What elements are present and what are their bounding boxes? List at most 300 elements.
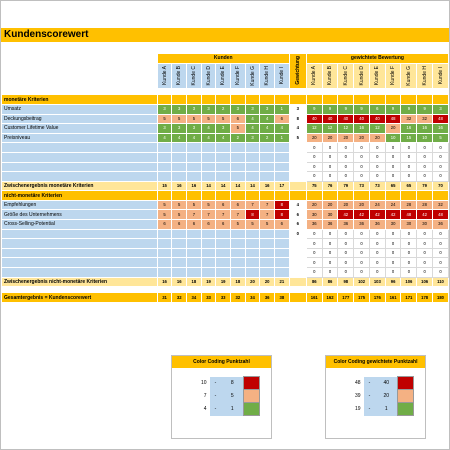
score-cell[interactable]: 7 — [201, 210, 216, 220]
weighted-cell[interactable]: 0 — [338, 172, 354, 182]
weight-cell[interactable] — [289, 258, 306, 268]
section-fill[interactable] — [187, 95, 202, 105]
weighted-cell[interactable]: 0 — [306, 152, 322, 162]
row-label[interactable]: Deckungsbeitrag — [2, 114, 158, 124]
subtotal-weighted[interactable]: 106 — [401, 277, 417, 287]
score-cell[interactable] — [201, 162, 216, 172]
weighted-cell[interactable]: 0 — [306, 172, 322, 182]
score-cell[interactable] — [260, 258, 275, 268]
score-cell[interactable] — [245, 162, 260, 172]
weighted-cell[interactable]: 0 — [401, 162, 417, 172]
weighted-cell[interactable]: 0 — [385, 258, 401, 268]
score-cell[interactable]: 7 — [187, 210, 202, 220]
weighted-cell[interactable]: 20 — [338, 200, 354, 210]
customer-header[interactable] — [201, 63, 216, 89]
weighted-cell[interactable]: 40 — [354, 114, 370, 124]
subtotal-score[interactable]: 20 — [245, 277, 260, 287]
weighted-cell[interactable]: 0 — [433, 162, 449, 172]
weighted-cell[interactable]: 9 — [385, 104, 401, 114]
weighted-cell[interactable]: 0 — [369, 248, 385, 258]
score-cell[interactable]: 3 — [157, 124, 172, 134]
score-cell[interactable]: 3 — [216, 124, 231, 134]
weighted-cell[interactable]: 0 — [354, 268, 370, 278]
subtotal-weighted[interactable]: 75 — [306, 181, 322, 191]
score-cell[interactable]: 5 — [172, 200, 187, 210]
weighted-cell[interactable]: 0 — [369, 162, 385, 172]
weighted-cell[interactable]: 0 — [417, 239, 433, 249]
score-cell[interactable] — [157, 229, 172, 239]
weighted-cell[interactable]: 42 — [417, 210, 433, 220]
row-label[interactable] — [2, 248, 158, 258]
weighted-cell[interactable]: 40 — [306, 114, 322, 124]
score-cell[interactable]: 3 — [245, 104, 260, 114]
weighted-cell[interactable]: 0 — [401, 229, 417, 239]
subtotal-weighted[interactable]: 176 — [369, 293, 385, 303]
score-cell[interactable]: 5 — [201, 114, 216, 124]
score-cell[interactable] — [231, 229, 246, 239]
weighted-cell[interactable]: 32 — [417, 114, 433, 124]
section-fill[interactable] — [289, 95, 306, 105]
score-cell[interactable] — [274, 239, 289, 249]
score-cell[interactable]: 1 — [274, 133, 289, 143]
subtotal-weighted[interactable]: 177 — [338, 293, 354, 303]
weighted-cell[interactable]: 20 — [338, 133, 354, 143]
weighted-cell[interactable]: 9 — [306, 104, 322, 114]
section-fill[interactable] — [306, 191, 322, 201]
weighted-cell[interactable]: 16 — [417, 124, 433, 134]
section-fill[interactable] — [289, 191, 306, 201]
score-cell[interactable]: 7 — [260, 210, 275, 220]
subtotal-score[interactable]: 31 — [157, 293, 172, 303]
score-cell[interactable]: 5 — [231, 124, 246, 134]
score-cell[interactable] — [187, 258, 202, 268]
section-fill[interactable] — [245, 95, 260, 105]
subtotal-weighted[interactable]: 96 — [385, 277, 401, 287]
score-cell[interactable] — [201, 172, 216, 182]
score-cell[interactable] — [231, 239, 246, 249]
weighted-cell[interactable]: 0 — [369, 229, 385, 239]
weighted-cell[interactable]: 0 — [354, 248, 370, 258]
subtotal-score[interactable]: 17 — [274, 181, 289, 191]
score-cell[interactable] — [201, 143, 216, 153]
weight-cell[interactable]: 5 — [289, 133, 306, 143]
score-cell[interactable] — [216, 143, 231, 153]
weighted-cell[interactable]: 0 — [385, 172, 401, 182]
weighted-cell[interactable]: 0 — [354, 229, 370, 239]
section-label[interactable]: nicht-monetäre Kriterien — [2, 191, 158, 201]
section-fill[interactable] — [354, 95, 370, 105]
weighted-cell[interactable]: 48 — [401, 210, 417, 220]
header-blank[interactable] — [2, 63, 158, 89]
subtotal-score[interactable]: 16 — [172, 181, 187, 191]
row-label[interactable]: Empfehlungen — [2, 200, 158, 210]
score-cell[interactable] — [231, 248, 246, 258]
weighted-cell[interactable]: 36 — [433, 220, 449, 230]
score-cell[interactable]: 6 — [274, 114, 289, 124]
row-label[interactable] — [2, 152, 158, 162]
weight-cell[interactable] — [289, 152, 306, 162]
weighted-cell[interactable]: 0 — [306, 239, 322, 249]
score-cell[interactable] — [201, 152, 216, 162]
score-cell[interactable] — [216, 172, 231, 182]
weighted-cell[interactable]: 0 — [322, 162, 338, 172]
section-fill[interactable] — [322, 191, 338, 201]
row-label[interactable]: Customer Lifetime Value — [2, 124, 158, 134]
subtotal-weight[interactable] — [289, 293, 306, 303]
subtotal-score[interactable]: 32 — [172, 293, 187, 303]
score-cell[interactable]: 5 — [260, 220, 275, 230]
score-cell[interactable]: 7 — [245, 200, 260, 210]
weighted-cell[interactable]: 30 — [322, 210, 338, 220]
section-fill[interactable] — [157, 95, 172, 105]
score-cell[interactable]: 3 — [187, 124, 202, 134]
subtotal-weighted[interactable]: 102 — [354, 277, 370, 287]
weighted-cell[interactable]: 42 — [385, 210, 401, 220]
subtotal-score[interactable]: 21 — [274, 277, 289, 287]
weighted-cell[interactable]: 9 — [401, 104, 417, 114]
score-cell[interactable] — [260, 239, 275, 249]
score-cell[interactable] — [245, 239, 260, 249]
score-cell[interactable] — [274, 143, 289, 153]
weighted-cell[interactable]: 0 — [417, 162, 433, 172]
subtotal-score[interactable]: 18 — [187, 277, 202, 287]
weighted-cell[interactable]: 10 — [417, 133, 433, 143]
score-cell[interactable]: 8 — [245, 210, 260, 220]
section-fill[interactable] — [433, 191, 449, 201]
score-cell[interactable] — [172, 143, 187, 153]
weighted-cell[interactable]: 0 — [306, 258, 322, 268]
score-cell[interactable] — [245, 143, 260, 153]
score-cell[interactable] — [201, 258, 216, 268]
weighted-cell[interactable]: 28 — [417, 200, 433, 210]
subtotal-score[interactable]: 16 — [187, 181, 202, 191]
weighted-cell[interactable]: 0 — [306, 143, 322, 153]
score-cell[interactable]: 5 — [187, 114, 202, 124]
weighted-cell[interactable]: 0 — [354, 143, 370, 153]
weighted-cell[interactable]: 0 — [401, 152, 417, 162]
section-fill[interactable] — [157, 191, 172, 201]
score-cell[interactable] — [260, 268, 275, 278]
weighted-cell[interactable]: 16 — [433, 124, 449, 134]
subtotal-score[interactable]: 16 — [260, 181, 275, 191]
score-cell[interactable]: 4 — [245, 124, 260, 134]
score-cell[interactable]: 4 — [187, 133, 202, 143]
score-cell[interactable]: 3 — [260, 104, 275, 114]
section-fill[interactable] — [433, 95, 449, 105]
weighted-cell[interactable]: 30 — [306, 210, 322, 220]
section-fill[interactable] — [172, 191, 187, 201]
score-cell[interactable]: 6 — [274, 220, 289, 230]
score-cell[interactable]: 4 — [201, 133, 216, 143]
weight-cell[interactable]: 6 — [289, 210, 306, 220]
weight-cell[interactable]: 8 — [289, 114, 306, 124]
score-cell[interactable]: 8 — [274, 200, 289, 210]
score-cell[interactable]: 5 — [172, 114, 187, 124]
section-fill[interactable] — [216, 191, 231, 201]
subtotal-weighted[interactable]: 110 — [433, 277, 449, 287]
score-cell[interactable]: 7 — [260, 200, 275, 210]
score-cell[interactable] — [201, 239, 216, 249]
subtotal-weighted[interactable]: 65 — [385, 181, 401, 191]
weighted-cell[interactable]: 0 — [401, 172, 417, 182]
section-fill[interactable] — [231, 191, 246, 201]
section-fill[interactable] — [322, 95, 338, 105]
weighted-cell[interactable]: 0 — [385, 143, 401, 153]
weighted-cell[interactable]: 12 — [306, 124, 322, 134]
customer-header[interactable] — [260, 63, 275, 89]
subtotal-weight[interactable] — [289, 277, 306, 287]
section-fill[interactable] — [201, 191, 216, 201]
score-cell[interactable] — [187, 248, 202, 258]
score-cell[interactable]: 3 — [172, 104, 187, 114]
row-label[interactable] — [2, 268, 158, 278]
score-cell[interactable] — [274, 229, 289, 239]
score-cell[interactable] — [274, 152, 289, 162]
customer-header[interactable] — [401, 63, 417, 89]
subtotal-score[interactable]: 14 — [245, 181, 260, 191]
score-cell[interactable] — [157, 143, 172, 153]
score-cell[interactable]: 6 — [172, 220, 187, 230]
score-cell[interactable] — [245, 248, 260, 258]
weighted-cell[interactable]: 0 — [306, 248, 322, 258]
score-cell[interactable] — [216, 258, 231, 268]
subtotal-weighted[interactable]: 161 — [385, 293, 401, 303]
score-cell[interactable] — [172, 258, 187, 268]
customer-header[interactable] — [369, 63, 385, 89]
score-cell[interactable] — [274, 268, 289, 278]
subtotal-weighted[interactable]: 79 — [417, 181, 433, 191]
score-cell[interactable]: 3 — [187, 104, 202, 114]
score-cell[interactable] — [260, 248, 275, 258]
weighted-cell[interactable]: 10 — [385, 133, 401, 143]
section-label[interactable]: monetäre Kriterien — [2, 95, 158, 105]
weighted-cell[interactable]: 16 — [354, 124, 370, 134]
score-cell[interactable] — [245, 172, 260, 182]
weighted-cell[interactable]: 42 — [369, 210, 385, 220]
header-blank[interactable] — [2, 54, 158, 64]
score-cell[interactable]: 5 — [157, 114, 172, 124]
score-cell[interactable] — [274, 162, 289, 172]
subtotal-weighted[interactable]: 161 — [306, 293, 322, 303]
weighted-cell[interactable]: 24 — [385, 200, 401, 210]
subtotal-weight[interactable] — [289, 181, 306, 191]
row-label[interactable] — [2, 162, 158, 172]
score-cell[interactable]: 6 — [216, 220, 231, 230]
weight-cell[interactable] — [289, 248, 306, 258]
weighted-cell[interactable]: 0 — [401, 239, 417, 249]
weighted-cell[interactable]: 0 — [385, 239, 401, 249]
score-cell[interactable]: 5 — [187, 200, 202, 210]
score-cell[interactable] — [187, 229, 202, 239]
customer-header[interactable] — [157, 63, 172, 89]
score-cell[interactable]: 5 — [172, 210, 187, 220]
weighted-cell[interactable]: 0 — [385, 152, 401, 162]
weighted-cell[interactable]: 12 — [338, 124, 354, 134]
weighted-cell[interactable]: 5 — [433, 133, 449, 143]
weighted-cell[interactable]: 32 — [401, 114, 417, 124]
weighted-cell[interactable]: 48 — [385, 114, 401, 124]
weighted-cell[interactable]: 0 — [369, 152, 385, 162]
score-cell[interactable]: 3 — [201, 104, 216, 114]
section-fill[interactable] — [369, 191, 385, 201]
weighted-cell[interactable]: 0 — [433, 152, 449, 162]
section-fill[interactable] — [172, 95, 187, 105]
weighted-cell[interactable]: 36 — [306, 220, 322, 230]
weighted-cell[interactable]: 42 — [338, 210, 354, 220]
score-cell[interactable] — [274, 172, 289, 182]
subtotal-weighted[interactable]: 76 — [322, 181, 338, 191]
customer-header[interactable] — [433, 63, 449, 89]
header-kunden[interactable]: Kunden — [157, 54, 289, 64]
subtotal-weighted[interactable]: 86 — [306, 277, 322, 287]
score-cell[interactable] — [157, 258, 172, 268]
weighted-cell[interactable]: 30 — [417, 220, 433, 230]
weighted-cell[interactable]: 0 — [433, 258, 449, 268]
weighted-cell[interactable]: 0 — [338, 162, 354, 172]
section-fill[interactable] — [260, 95, 275, 105]
score-cell[interactable]: 2 — [260, 133, 275, 143]
weighted-cell[interactable]: 20 — [354, 200, 370, 210]
score-cell[interactable] — [231, 258, 246, 268]
weighted-cell[interactable]: 0 — [338, 239, 354, 249]
customer-header[interactable] — [245, 63, 260, 89]
weighted-cell[interactable]: 0 — [354, 152, 370, 162]
section-fill[interactable] — [201, 95, 216, 105]
subtotal-score[interactable]: 19 — [216, 277, 231, 287]
header-gewichtete[interactable]: gewichtete Bewertung — [306, 54, 448, 64]
weighted-cell[interactable]: 0 — [338, 152, 354, 162]
score-cell[interactable]: 3 — [157, 104, 172, 114]
score-cell[interactable] — [260, 152, 275, 162]
subtotal-score[interactable]: 32 — [231, 293, 246, 303]
customer-header[interactable] — [354, 63, 370, 89]
score-cell[interactable]: 4 — [245, 114, 260, 124]
weighted-cell[interactable]: 0 — [417, 152, 433, 162]
subtotal-weighted[interactable]: 70 — [433, 181, 449, 191]
subtotal-score[interactable]: 34 — [245, 293, 260, 303]
weight-cell[interactable] — [289, 239, 306, 249]
subtotal-weighted[interactable]: 171 — [401, 293, 417, 303]
score-cell[interactable]: 4 — [157, 133, 172, 143]
score-cell[interactable]: 5 — [157, 210, 172, 220]
weighted-cell[interactable]: 0 — [417, 229, 433, 239]
weighted-cell[interactable]: 0 — [385, 248, 401, 258]
weighted-cell[interactable]: 20 — [322, 133, 338, 143]
score-cell[interactable]: 5 — [201, 200, 216, 210]
weighted-cell[interactable]: 0 — [338, 268, 354, 278]
customer-header[interactable] — [385, 63, 401, 89]
score-cell[interactable] — [157, 248, 172, 258]
row-label[interactable] — [2, 229, 158, 239]
score-cell[interactable] — [260, 229, 275, 239]
row-label[interactable] — [2, 258, 158, 268]
score-cell[interactable] — [187, 172, 202, 182]
weight-cell[interactable]: 4 — [289, 200, 306, 210]
weighted-cell[interactable]: 30 — [401, 220, 417, 230]
score-cell[interactable]: 5 — [245, 220, 260, 230]
score-cell[interactable] — [201, 268, 216, 278]
subtotal-weighted[interactable]: 86 — [322, 277, 338, 287]
weighted-cell[interactable]: 0 — [322, 248, 338, 258]
score-cell[interactable] — [274, 258, 289, 268]
score-cell[interactable] — [216, 268, 231, 278]
score-cell[interactable]: 2 — [216, 104, 231, 114]
weighted-cell[interactable]: 40 — [338, 114, 354, 124]
weighted-cell[interactable]: 0 — [322, 143, 338, 153]
score-cell[interactable]: 3 — [231, 104, 246, 114]
weighted-cell[interactable]: 0 — [322, 239, 338, 249]
score-cell[interactable] — [245, 229, 260, 239]
weighted-cell[interactable]: 40 — [369, 114, 385, 124]
weighted-cell[interactable]: 36 — [338, 220, 354, 230]
customer-header[interactable] — [338, 63, 354, 89]
customer-header[interactable] — [306, 63, 322, 89]
weighted-cell[interactable]: 20 — [306, 200, 322, 210]
weighted-cell[interactable]: 0 — [354, 239, 370, 249]
section-fill[interactable] — [274, 191, 289, 201]
weighted-cell[interactable]: 0 — [338, 258, 354, 268]
weighted-cell[interactable]: 0 — [433, 172, 449, 182]
weight-cell[interactable]: 4 — [289, 124, 306, 134]
score-cell[interactable]: 6 — [231, 200, 246, 210]
weighted-cell[interactable]: 0 — [338, 229, 354, 239]
score-cell[interactable]: 5 — [157, 200, 172, 210]
customer-header[interactable] — [216, 63, 231, 89]
weighted-cell[interactable]: 24 — [369, 200, 385, 210]
score-cell[interactable]: 2 — [231, 133, 246, 143]
weighted-cell[interactable]: 28 — [401, 200, 417, 210]
weighted-cell[interactable]: 0 — [417, 172, 433, 182]
section-fill[interactable] — [354, 191, 370, 201]
score-cell[interactable] — [201, 248, 216, 258]
header-gewichtung[interactable] — [289, 54, 306, 89]
weighted-cell[interactable]: 0 — [385, 229, 401, 239]
section-fill[interactable] — [401, 191, 417, 201]
score-cell[interactable]: 4 — [260, 114, 275, 124]
score-cell[interactable]: 3 — [245, 133, 260, 143]
section-fill[interactable] — [369, 95, 385, 105]
score-cell[interactable]: 5 — [216, 114, 231, 124]
score-cell[interactable] — [172, 248, 187, 258]
weighted-cell[interactable]: 0 — [433, 229, 449, 239]
customer-header[interactable] — [417, 63, 433, 89]
weighted-cell[interactable]: 0 — [354, 172, 370, 182]
weight-cell[interactable]: 3 — [289, 104, 306, 114]
weighted-cell[interactable]: 3 — [433, 104, 449, 114]
row-label[interactable]: Preisniveau — [2, 133, 158, 143]
weighted-cell[interactable]: 15 — [401, 133, 417, 143]
score-cell[interactable] — [231, 162, 246, 172]
row-label[interactable]: Cross-Selling-Potential — [2, 220, 158, 230]
score-cell[interactable] — [172, 172, 187, 182]
weighted-cell[interactable]: 0 — [322, 172, 338, 182]
score-cell[interactable] — [216, 239, 231, 249]
section-fill[interactable] — [385, 95, 401, 105]
score-cell[interactable] — [231, 268, 246, 278]
weighted-cell[interactable]: 6 — [369, 104, 385, 114]
subtotal-weighted[interactable]: 98 — [338, 277, 354, 287]
score-cell[interactable] — [172, 268, 187, 278]
weighted-cell[interactable]: 0 — [369, 143, 385, 153]
weighted-cell[interactable]: 0 — [385, 162, 401, 172]
subtotal-score[interactable]: 34 — [187, 293, 202, 303]
score-cell[interactable] — [187, 268, 202, 278]
weighted-cell[interactable]: 20 — [369, 133, 385, 143]
weighted-cell[interactable]: 9 — [322, 104, 338, 114]
weighted-cell[interactable]: 0 — [433, 143, 449, 153]
subtotal-weighted[interactable]: 73 — [369, 181, 385, 191]
weight-cell[interactable] — [289, 268, 306, 278]
